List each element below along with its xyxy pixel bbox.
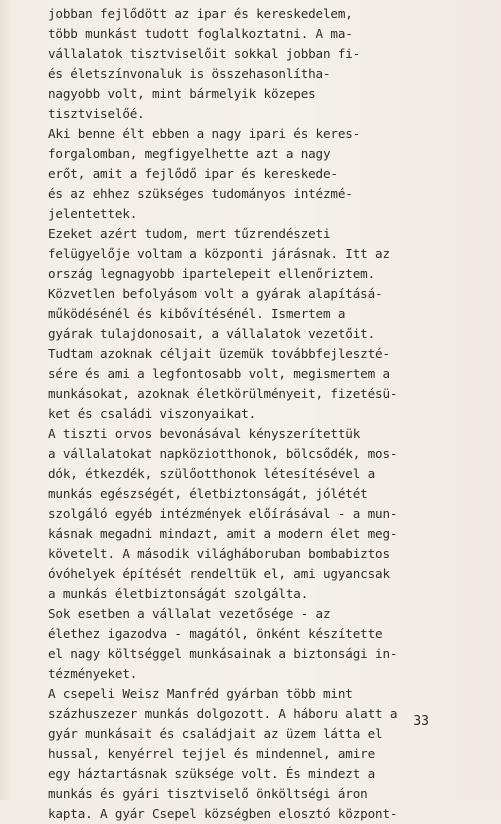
text-line: tisztviselőé. (48, 106, 145, 121)
text-line: élethez igazodva - magától, önként készítette (48, 626, 383, 641)
text-line: ket és családi viszonyaikat. (48, 406, 257, 421)
text-line: Tudtam azoknak céljait üzemük továbbfejleszté- (48, 346, 390, 361)
text-line: a vállalatokat napköziotthonok, bölcsődék, mos- (48, 446, 398, 461)
text-line: óvóhelyek építését rendeltük el, ami ugyancsak (48, 566, 390, 581)
text-line: A csepeli Weisz Manfréd gyárban több mint (48, 686, 353, 701)
text-line: Közvetlen befolyásom volt a gyárak alapításá- (48, 286, 383, 301)
text-line: sére és ami a legfontosabb volt, megismertem a (48, 366, 390, 381)
text-line: Sok esetben a vállalat vezetősége - az (48, 606, 331, 621)
text-line: és életszínvonaluk is összehasonlítha- (48, 66, 331, 81)
text-line: jelentettek. (48, 206, 138, 221)
text-line: A tiszti orvos bevonásával kényszerítettük (48, 426, 361, 441)
text-line: dók, étkezdék, szülőotthonok létesítésével a (48, 466, 376, 481)
text-line: felügyelője voltam a központi járásnak. Itt az (48, 246, 390, 261)
text-line: egy háztartásnak szüksége volt. És mindezt a (48, 766, 376, 781)
text-line: követelt. A második világháboruban bombabiztos (48, 546, 390, 561)
text-line: Ezeket azért tudom, mert tűzrendészeti (48, 226, 331, 241)
text-line: működésénél és kibővítésénél. Ismertem a (48, 306, 346, 321)
text-line: Aki benne élt ebben a nagy ipari és keres- (48, 126, 361, 141)
text-line: ország legnagyobb ipartelepeit ellenőriztem. (48, 266, 376, 281)
text-line: gyárak tulajdonosait, a vállalatok vezetőit. (48, 326, 376, 341)
text-line: munkás és gyári tisztviselő önköltségi áron (48, 786, 368, 801)
text-line: el nagy költséggel munkásainak a biztonsági in- (48, 646, 398, 661)
text-line: erőt, amit a fejlődő ipar és kereskede- (48, 166, 338, 181)
text-line: hussal, kenyérrel tejjel és mindennel, amire (48, 746, 376, 761)
text-line: szolgáló egyéb intézmények előírásával - a mun- (48, 506, 398, 521)
text-line: százhuszezer munkás dolgozott. A háboru alatt a (48, 706, 398, 721)
body-text (48, 4, 488, 824)
text-line: a munkás életbiztonságát szolgálta. (48, 586, 309, 601)
text-line: jobban fejlődött az ipar és kereskedelem, (48, 6, 353, 21)
text-line: vállalatok tisztviselőit sokkal jobban fi- (48, 46, 361, 61)
text-line: kásnak megadni mindazt, amit a modern élet meg- (48, 526, 398, 541)
text-line: kapta. A gyár Csepel községben elosztó központ- (48, 806, 398, 821)
text-line: több munkást tudott foglalkoztatni. A ma- (48, 26, 353, 41)
text-line: tézményeket. (48, 666, 138, 681)
page-number: 33 (413, 714, 429, 729)
text-line: munkás egészségét, életbiztonságát, jólétét (48, 486, 368, 501)
text-line: gyár munkásait és családjait az üzem látta el (48, 726, 383, 741)
text-line: munkásokat, azoknak életkörülményeit, fizetésü- (48, 386, 398, 401)
text-line: és az ehhez szükséges tudományos intézmé- (48, 186, 353, 201)
text-line: forgalomban, megfigyelhette azt a nagy (48, 146, 331, 161)
text-line: nagyobb volt, mint bármelyik közepes (48, 86, 316, 101)
